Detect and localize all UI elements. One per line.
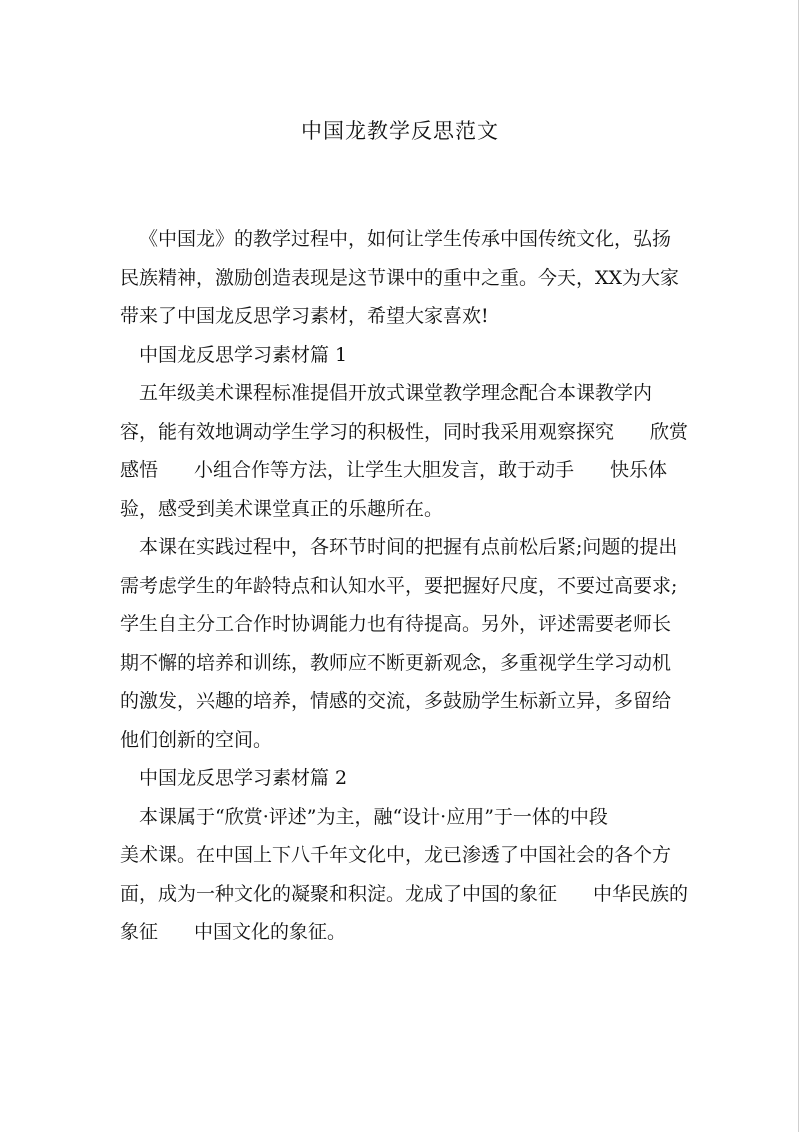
text-segment: 中华民族的: [593, 882, 689, 905]
text-segment: 中国文化的象征。: [194, 921, 347, 943]
section-heading-2: [120, 759, 686, 798]
document-body: [120, 220, 689, 952]
text-segment: 快乐体: [610, 459, 668, 481]
text-line: 美术课。在中国上下八千年文化中，龙已渗透了中国社会的各个方: [120, 844, 672, 866]
text-line: 期不懈的培养和训练，教师应不断更新观念，多重视学生学习动机: [120, 651, 672, 674]
text-segment: 面，成为一种文化的凝聚和积淀。龙成了中国的象征: [120, 882, 558, 905]
paragraph-section-1-b: [120, 528, 686, 759]
section-heading-text: 中国龙反思学习素材篇 2: [139, 767, 348, 789]
text-line: [120, 875, 689, 914]
text-line: 带来了中国龙反思学习素材，希望大家喜欢!: [120, 305, 489, 327]
text-line: 需考虑学生的年龄特点和认知水平，要把握好尺度，不要过高要求;: [120, 574, 678, 597]
text-line: [120, 413, 689, 452]
text-line: 五年级美术课程标准提倡开放式课堂教学理念配合本课教学内: [139, 382, 653, 404]
text-line: 本课属于“欣赏·评述”为主，融“设计·应用”于一体的中段: [139, 805, 608, 828]
paragraph-intro: [120, 220, 686, 336]
text-line: 本课在实践过程中，各环节时间的把握有点前松后紧;问题的提出: [139, 536, 678, 558]
text-line: 的激发，兴趣的培养，情感的交流，多鼓励学生标新立异，多留给: [120, 690, 672, 712]
text-line: 验，感受到美术课堂真正的乐趣所在。: [120, 497, 444, 520]
text-line: 他们创新的空间。: [120, 728, 273, 751]
text-segment: 欣赏: [650, 420, 689, 443]
paragraph-section-1-a: [120, 374, 689, 528]
text-segment: 小组合作等方法，让学生大胆发言，敢于动手: [194, 459, 575, 481]
text-line: [120, 913, 686, 952]
text-segment: 感悟: [120, 459, 159, 481]
text-segment: 容，能有效地调动学生学习的积极性，同时我采用观察探究: [120, 420, 615, 443]
text-line: [120, 451, 686, 490]
paragraph-section-2-a: [120, 798, 689, 952]
text-line: 民族精神，激励创造表现是这节课中的重中之重。今天，XX为大家: [120, 266, 680, 289]
document-title: 中国龙教学反思范文: [301, 119, 499, 143]
section-heading-1: [120, 336, 686, 375]
text-segment: 象征: [120, 921, 159, 943]
section-heading-text: 中国龙反思学习素材篇 1: [139, 343, 348, 366]
text-line: 《中国龙》的教学过程中，如何让学生传承中国传统文化，弘扬: [139, 228, 672, 250]
text-line: 学生自主分工合作时协调能力也有待提高。另外，评述需要老师长: [120, 613, 672, 635]
